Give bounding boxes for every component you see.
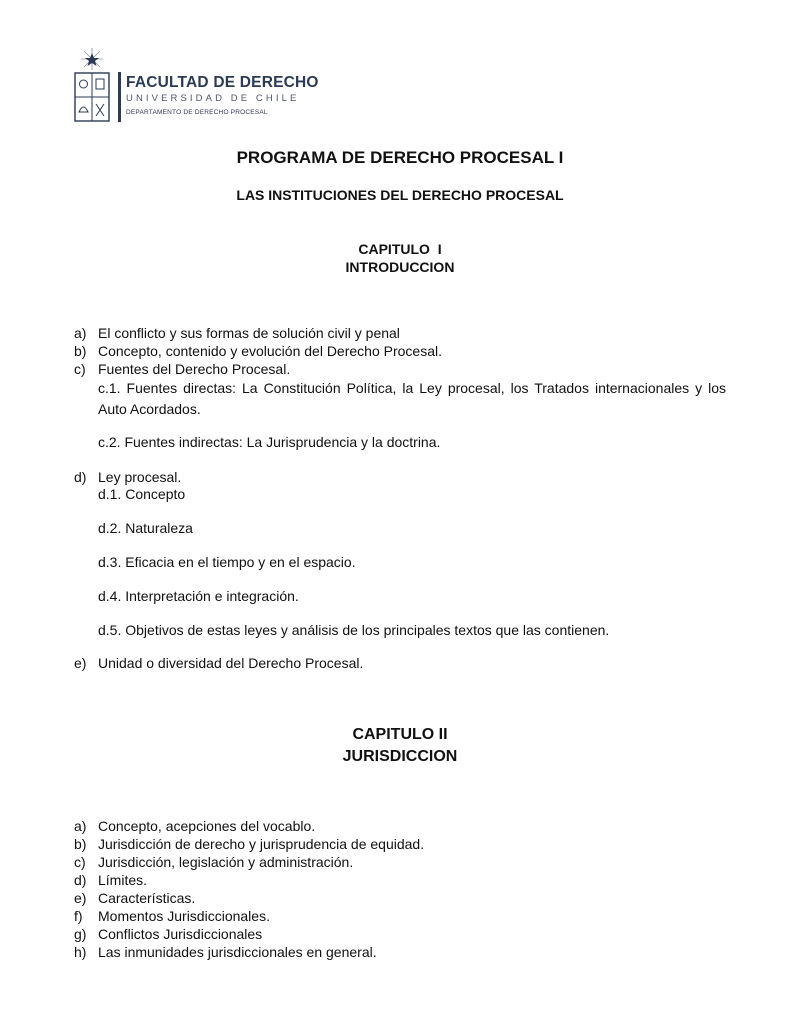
sub-item-c2: c.2. Fuentes indirectas: La Jurisprudencia y la doctrina. <box>98 434 441 450</box>
logo-university-name: UNIVERSIDAD DE CHILE <box>126 93 300 104</box>
chapter-1-label: CAPITULO I <box>358 241 442 257</box>
logo-department-name: DEPARTAMENTO DE DERECHO PROCESAL <box>126 109 268 116</box>
list-item: Límites. <box>98 872 148 888</box>
chapter-1-name: INTRODUCCION <box>345 259 455 275</box>
document-subtitle: LAS INSTITUCIONES DEL DERECHO PROCESAL <box>236 187 564 203</box>
list-marker: b) <box>74 836 87 852</box>
sub-item-d1: d.1. Concepto <box>98 486 186 502</box>
list-marker: c) <box>74 361 86 377</box>
list-item: Concepto, contenido y evolución del Derecho Procesal. <box>98 343 442 359</box>
sub-item-d3: d.3. Eficacia en el tiempo y en el espacio. <box>98 554 356 570</box>
list-item: Las inmunidades jurisdiccionales en general. <box>98 944 377 960</box>
list-marker: e) <box>74 890 87 906</box>
list-marker: e) <box>74 655 87 671</box>
logo-wordmark <box>126 74 319 120</box>
list-marker: a) <box>74 818 87 834</box>
sub-item-d4: d.4. Interpretación e integración. <box>98 588 299 604</box>
document-title: PROGRAMA DE DERECHO PROCESAL I <box>236 148 564 167</box>
list-marker: b) <box>74 343 87 359</box>
sub-item-d5: d.5. Objetivos de estas leyes y análisis de los principales textos que las contienen. <box>98 622 610 638</box>
chapter-2-name: JURISDICCION <box>342 748 458 765</box>
list-item: El conflicto y sus formas de solución civil y penal <box>98 325 400 341</box>
sub-item-d2: d.2. Naturaleza <box>98 520 193 536</box>
list-item: Jurisdicción de derecho y jurisprudencia de equidad. <box>98 836 425 852</box>
list-marker: a) <box>74 325 87 341</box>
list-item: Unidad o diversidad del Derecho Procesal. <box>98 655 364 671</box>
list-item: Fuentes del Derecho Procesal. <box>98 361 291 377</box>
list-item: Jurisdicción, legislación y administración. <box>98 854 354 870</box>
list-marker: f) <box>74 908 83 924</box>
list-item: Ley procesal. <box>98 469 182 485</box>
list-marker: c) <box>74 854 86 870</box>
list-item: Momentos Jurisdiccionales. <box>98 908 270 924</box>
list-item: Conflictos Jurisdiccionales <box>98 926 263 942</box>
list-item: Concepto, acepciones del vocablo. <box>98 818 316 834</box>
chapter-2-heading <box>0 724 800 768</box>
logo-divider <box>118 72 121 122</box>
university-crest-icon <box>72 46 112 124</box>
list-marker: g) <box>74 926 87 942</box>
list-item: Características. <box>98 890 196 906</box>
logo-faculty-name: FACULTAD DE DERECHO <box>126 74 319 91</box>
sub-item-c1: c.1. Fuentes directas: La Constitución Política, la Ley procesal, los Tratados internacionales y los Auto Acordados. <box>98 380 726 417</box>
list-marker: d) <box>74 872 87 888</box>
list-marker: d) <box>74 469 87 485</box>
chapter-1-heading <box>0 240 800 276</box>
chapter-2-label: CAPITULO II <box>352 726 448 743</box>
faculty-logo <box>72 46 319 126</box>
list-marker: h) <box>74 944 87 960</box>
